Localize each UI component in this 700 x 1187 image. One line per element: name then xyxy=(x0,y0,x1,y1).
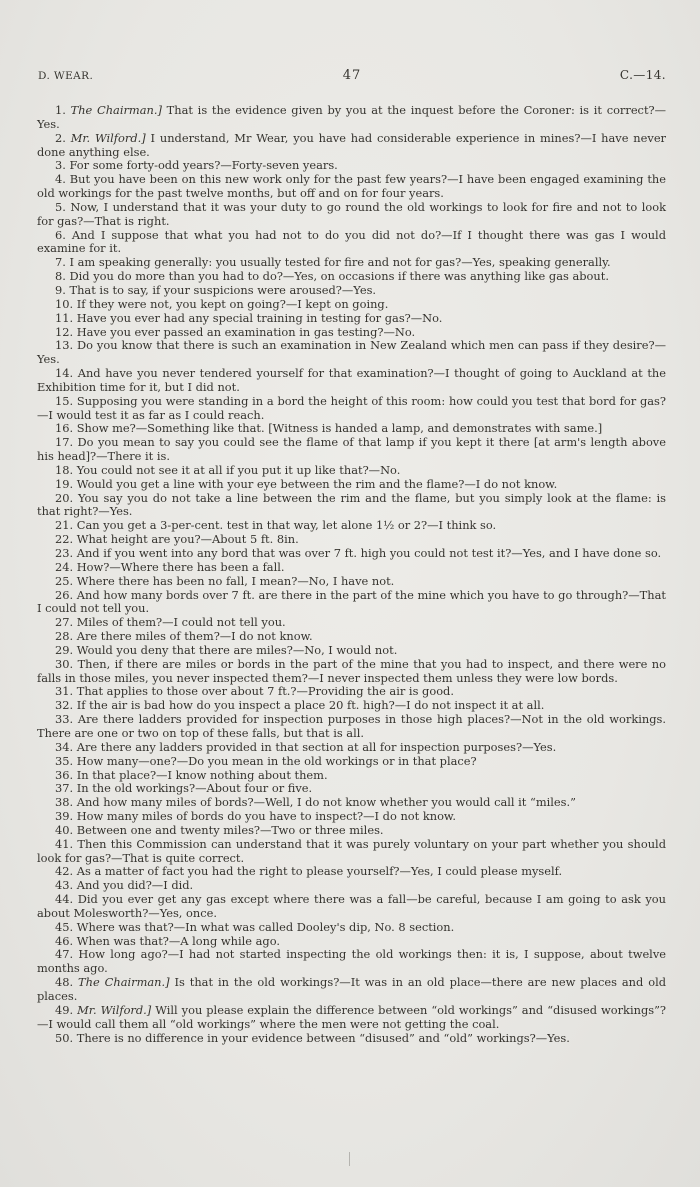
qa-paragraph: 38. And how many miles of bords?—Well, I do not know whether you would call it “miles.” xyxy=(55,795,576,810)
qa-paragraph: 49. Mr. Wilford.] Will you please explain the difference between “old workings” and “disused workings”?—I would call them all “old workings” where the men were not getting the coal. xyxy=(37,1002,667,1031)
question-number: 41. xyxy=(55,836,78,851)
question-number: 25. xyxy=(55,573,77,588)
question-number: 40. xyxy=(55,822,77,837)
qa-paragraph: 32. If the air is bad how do you inspect a place 20 ft. high?—I do not inspect it at all. xyxy=(55,698,545,713)
question-number: 42. xyxy=(55,864,77,879)
qa-paragraph: 44. Did you ever get any gas except where there was a fall—be careful, because I am going to ask you about Molesworth?—Yes, once. xyxy=(37,892,667,920)
qa-paragraph: 10. If they were not, you kept on going?—I kept on going. xyxy=(55,296,389,311)
qa-paragraph: 4. But you have been on this new work only for the past few years?—I have been engaged examining the old workings for the past twelve months, but off and on for four years. xyxy=(37,172,666,201)
qa-paragraph: 46. When was that?—A long while ago. xyxy=(55,933,280,948)
paper-number: C.—14. xyxy=(619,68,666,82)
qa-paragraph: 40. Between one and twenty miles?—Two or three miles. xyxy=(55,822,384,837)
question-number: 20. xyxy=(55,490,78,505)
qa-paragraph: 6. And I suppose that what you had not to do you did not do?—If I thought there was gas I would examine for it. xyxy=(37,227,666,256)
qa-paragraph: 33. Are there ladders provided for inspection purposes in those high places?—Not in the old workings. There are one or two on top of these falls, but that is all. xyxy=(37,712,666,740)
qa-paragraph: 21. Can you get a 3-per-cent. test in that way, let alone 1½ or 2?—I think so. xyxy=(55,518,497,533)
question-number: 11. xyxy=(55,310,77,325)
qa-paragraph: 48. The Chairman.] Is that in the old workings?—It was in an old place—there are new places and old places. xyxy=(37,975,667,1003)
question-number: 37. xyxy=(55,781,77,796)
qa-paragraph: 34. Are there any ladders provided in that section at all for inspection purposes?—Yes. xyxy=(55,739,557,754)
page-header xyxy=(38,68,666,83)
qa-paragraph: 15. Supposing you were standing in a bord the height of this room: how could you test that bord for gas?—I would test it as far as I could reach. xyxy=(37,393,666,422)
printers-mark xyxy=(349,1152,350,1166)
question-number: 19. xyxy=(55,476,77,491)
qa-paragraph: 41. Then this Commission can understand that it was purely voluntary on your part whether you should look for gas?—That is quite correct. xyxy=(37,836,666,865)
question-number: 39. xyxy=(55,809,77,824)
question-number: 33. xyxy=(55,712,78,727)
question-number: 15. xyxy=(55,393,77,408)
qa-paragraph: 39. How many miles of bords do you have to inspect?—I do not know. xyxy=(55,809,456,824)
question-number: 34. xyxy=(55,739,77,754)
question-number: 21. xyxy=(55,518,77,533)
question-number: 31. xyxy=(55,684,77,699)
question-number: 13. xyxy=(55,338,78,353)
qa-paragraph: 12. Have you ever passed an examination in gas testing?—No. xyxy=(55,324,416,339)
qa-paragraph: 22. What height are you?—About 5 ft. 8in. xyxy=(55,532,299,547)
qa-paragraph: 16. Show me?—Something like that. [Witness is handed a lamp, and demonstrates with same.] xyxy=(55,421,603,436)
qa-paragraph: 7. I am speaking generally: you usually tested for fire and not for gas?—Yes, speaking generally. xyxy=(55,255,611,270)
qa-paragraph: 23. And if you went into any bord that was over 7 ft. high you could not test it?—Yes, and I have done so. xyxy=(55,546,662,560)
qa-paragraph: 26. And how many bords over 7 ft. are there in the part of the mine which you have to go through?—That I could not tell you. xyxy=(37,587,666,616)
qa-paragraph: 50. There is no difference in your evidence between “disused” and “old” workings?—Yes. xyxy=(55,1030,570,1045)
qa-paragraph: 42. As a matter of fact you had the right to please yourself?—Yes, I could please myself. xyxy=(55,864,563,879)
question-number: 7. xyxy=(55,255,70,270)
question-number: 1. xyxy=(55,103,71,117)
qa-paragraph: 37. In the old workings?—About four or five. xyxy=(55,781,313,796)
question-number: 49. xyxy=(55,1002,78,1017)
qa-paragraph: 43. And you did?—I did. xyxy=(55,878,194,893)
qa-paragraph: 27. Miles of them?—I could not tell you. xyxy=(55,615,286,630)
speaker-name: Mr. Wilford.] xyxy=(70,130,146,145)
qa-paragraph: 24. How?—Where there has been a fall. xyxy=(55,559,285,574)
question-number: 29. xyxy=(55,642,77,657)
question-number: 8. xyxy=(55,269,70,284)
question-number: 9. xyxy=(55,282,70,297)
qa-paragraph: 5. Now, I understand that it was your duty to go round the old workings to look for fire and not to look for gas?—That is right. xyxy=(37,199,666,228)
question-number: 18. xyxy=(55,462,77,477)
page-number: 47 xyxy=(342,68,362,83)
qa-paragraph: 17. Do you mean to say you could see the flame of that lamp if you kept it there [at arm's length above his head]?—There it is. xyxy=(37,435,666,464)
question-number: 26. xyxy=(55,587,77,602)
qa-paragraph: 30. Then, if there are miles or bords in the part of the mine that you had to inspect, and there were no falls in those miles, you never inspected them?—I never inspected them unless they were low bords. xyxy=(37,656,666,685)
question-number: 38. xyxy=(55,795,77,810)
question-number: 17. xyxy=(55,435,78,450)
question-number: 5. xyxy=(55,199,71,214)
qa-paragraph: 35. How many—one?—Do you mean in the old workings or in that place? xyxy=(55,753,477,768)
question-number: 3. xyxy=(55,158,70,173)
qa-paragraph: 29. Would you deny that there are miles?—No, I would not. xyxy=(55,642,398,657)
qa-paragraph: 19. Would you get a line with your eye between the rim and the flame?—I do not know. xyxy=(55,476,558,491)
qa-paragraph: 36. In that place?—I know nothing about them. xyxy=(55,767,328,782)
question-number: 46. xyxy=(55,933,77,948)
question-number: 10. xyxy=(55,296,77,311)
qa-paragraph: 11. Have you ever had any special training in testing for gas?—No. xyxy=(55,310,443,325)
qa-paragraph: 14. And have you never tendered yourself for that examination?—I thought of going to Auckland at the Exhibition time for it, but I did not. xyxy=(37,366,666,394)
qa-paragraph: 13. Do you know that there is such an examination in New Zealand which men can pass if they desire?—Yes. xyxy=(37,338,666,367)
question-number: 27. xyxy=(55,615,77,630)
question-number: 30. xyxy=(55,656,78,671)
qa-paragraph: 20. You say you do not take a line between the rim and the flame, but you simply look at the flame: is that right?—Yes. xyxy=(37,490,666,519)
qa-paragraph: 18. You could not see it at all if you put it up like that?—No. xyxy=(55,462,401,477)
question-number: 4. xyxy=(55,172,70,187)
question-number: 2. xyxy=(55,130,71,145)
question-number: 12. xyxy=(55,324,77,339)
qa-paragraph: 28. Are there miles of them?—I do not know. xyxy=(55,629,313,644)
qa-paragraph: 45. Where was that?—In what was called Dooley's dip, No. 8 section. xyxy=(55,919,455,934)
qa-paragraph: 3. For some forty-odd years?—Forty-seven years. xyxy=(55,158,338,173)
question-number: 14. xyxy=(55,366,78,381)
qa-paragraph: 2. Mr. Wilford.] I understand, Mr Wear, you have had considerable experience in mines?—I have never done anything else. xyxy=(37,130,667,159)
question-number: 45. xyxy=(55,919,77,934)
question-number: 23. xyxy=(55,546,77,560)
question-number: 28. xyxy=(55,629,77,644)
question-number: 43. xyxy=(55,878,77,893)
qa-paragraph: 25. Where there has been no fall, I mean?—No, I have not. xyxy=(55,573,395,588)
speaker-name: The Chairman.] xyxy=(70,103,162,117)
question-number: 36. xyxy=(55,767,77,782)
speaker-name: Mr. Wilford.] xyxy=(77,1002,152,1017)
running-header-witness: D. WEAR. xyxy=(38,70,94,82)
transcript xyxy=(37,104,666,1045)
question-number: 22. xyxy=(55,532,77,547)
question-number: 24. xyxy=(55,559,77,574)
qa-paragraph: 8. Did you do more than you had to do?—Yes, on occasions if there was anything like gas about. xyxy=(55,269,609,284)
question-number: 16. xyxy=(55,421,77,436)
question-number: 6. xyxy=(55,227,72,242)
question-number: 50. xyxy=(55,1030,77,1045)
qa-paragraph: 31. That applies to those over about 7 ft.?—Providing the air is good. xyxy=(55,684,454,699)
question-number: 32. xyxy=(55,698,77,713)
qa-paragraph: 9. That is to say, if your suspicions were aroused?—Yes. xyxy=(55,282,377,297)
question-number: 48. xyxy=(55,975,79,990)
question-number: 44. xyxy=(55,892,78,907)
qa-paragraph: 47. How long ago?—I had not started inspecting the old workings then: it is, I suppose, about twelve months ago. xyxy=(37,947,666,976)
speaker-name: The Chairman.] xyxy=(78,975,170,990)
question-number: 47. xyxy=(55,947,79,962)
question-number: 35. xyxy=(55,753,77,768)
qa-paragraph: 1. The Chairman.] That is the evidence given by you at the inquest before the Coroner: is it correct?—Yes. xyxy=(37,103,667,131)
